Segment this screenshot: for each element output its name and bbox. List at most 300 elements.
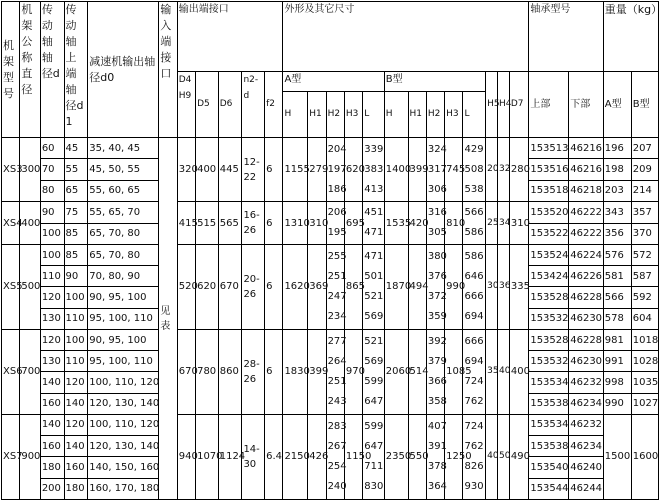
header-a-h1: H1: [308, 92, 326, 138]
b-l-cell-value: 586: [464, 250, 484, 262]
d6-cell: 565: [218, 202, 242, 245]
weight-a-cell: 581: [603, 266, 631, 287]
a-h2-cell-value: 243: [327, 395, 347, 407]
reducer-d0-cell: 45, 50, 55: [88, 159, 159, 180]
d4-cell: 940: [177, 414, 195, 499]
a-h1-cell: 369: [308, 245, 326, 330]
a-l-cell: [363, 138, 385, 202]
header-b-h3: H3: [445, 92, 463, 138]
f2-cell: 6: [265, 202, 283, 245]
shaft-d-cell: 140: [40, 414, 64, 435]
a-l-cell-value: 647: [364, 395, 384, 407]
b-l-cell-value: 508: [464, 163, 484, 175]
a-h3-cell: 865: [344, 245, 362, 330]
a-h2-cell: [326, 202, 347, 245]
bearing-lower-cell: 46240: [569, 457, 604, 478]
a-h3-cell: 620: [344, 138, 362, 202]
d7-cell: 490: [509, 414, 528, 499]
header-a-l: L: [363, 92, 385, 138]
header-a-h: H: [283, 92, 308, 138]
b-l-cell-value: 694: [464, 310, 484, 322]
reducer-d0-cell: 140, 150, 160: [88, 457, 159, 478]
a-h2-cell-value: 195: [327, 227, 347, 238]
b-l-cell-value: 538: [464, 183, 484, 195]
bearing-lower-cell: 46232: [569, 372, 604, 393]
h4-cell: 50: [497, 414, 509, 499]
b-l-cell-value: 762: [464, 440, 484, 452]
a-h2-cell-value: 197: [327, 163, 347, 175]
bearing-lower-cell: 46226: [569, 266, 604, 287]
shaft-d1-cell: 85: [64, 245, 88, 266]
bearing-lower-cell: 46230: [569, 351, 604, 372]
b-h2-cell: [426, 329, 447, 414]
weight-b-cell: 592: [631, 287, 658, 308]
bearing-upper-cell: 153528: [529, 287, 569, 308]
weight-b-cell: 587: [631, 266, 658, 287]
header-h4: H4: [497, 72, 509, 138]
bearing-lower-cell: 46218: [569, 180, 604, 201]
bearing-upper-cell: 153534: [529, 414, 569, 435]
shaft-d-cell: 140: [40, 372, 64, 393]
weight-a-cell: 196: [603, 138, 631, 159]
weight-a-cell: 1500: [603, 414, 631, 499]
d6-cell: 1124: [218, 414, 242, 499]
a-l-cell-value: 599: [364, 375, 384, 387]
table-row: [2, 138, 659, 159]
header-d5: D5: [196, 72, 219, 138]
weight-a-cell: 998: [603, 372, 631, 393]
reducer-d0-cell: 95, 100, 110: [88, 308, 159, 329]
reducer-d0-cell: 65, 70, 80: [88, 223, 159, 245]
bearing-upper-cell: 153540: [529, 457, 569, 478]
bearing-lower-cell: 46228: [569, 329, 604, 350]
a-l-cell: [363, 202, 385, 245]
a-h3-cell: 695: [344, 202, 362, 245]
shaft-d1-cell: 65: [64, 180, 88, 201]
shaft-d-cell: 120: [40, 287, 64, 308]
b-h1-cell: 550: [408, 414, 426, 499]
shaft-d1-cell: 75: [64, 202, 88, 224]
b-h2-cell-value: 316: [427, 207, 447, 218]
a-h-cell: 1620: [283, 245, 308, 330]
a-l-cell-value: 599: [364, 420, 384, 432]
bearing-upper-cell: 153518: [529, 180, 569, 201]
h4-cell: 40: [497, 329, 509, 414]
h5-cell: 25: [486, 202, 498, 245]
h4-cell: 32: [497, 138, 509, 202]
weight-a-cell: 203: [603, 180, 631, 201]
header-b-l: L: [463, 92, 486, 138]
header-b-h1: H1: [408, 92, 426, 138]
b-h2-cell-value: 379: [427, 355, 447, 367]
bearing-upper-cell: 153524: [529, 245, 569, 266]
h5-cell: 35: [486, 329, 498, 414]
bearing-lower-cell: 46230: [569, 308, 604, 329]
reducer-d0-cell: 100, 110, 120: [88, 414, 159, 435]
a-l-cell: [363, 329, 385, 414]
b-h1-cell: 399: [408, 138, 426, 202]
d4-cell: 670: [177, 329, 195, 414]
d4-cell: 415: [177, 202, 195, 245]
shaft-d1-cell: 120: [64, 372, 88, 393]
a-l-cell-value: 521: [364, 335, 384, 347]
h4-cell: 36: [497, 245, 509, 330]
bearing-lower-cell: 46244: [569, 478, 604, 499]
shaft-d-cell: 160: [40, 393, 64, 414]
a-h2-cell-value: 283: [327, 420, 347, 432]
f2-cell: 6: [265, 329, 283, 414]
shaft-d-cell: 130: [40, 351, 64, 372]
weight-a-cell: 981: [603, 329, 631, 350]
weight-a-cell: 576: [603, 245, 631, 266]
header-type-b: B型: [384, 72, 485, 92]
b-l-cell-value: 724: [464, 420, 484, 432]
bearing-lower-cell: 46228: [569, 287, 604, 308]
shaft-d-cell: 120: [40, 329, 64, 350]
model-cell: XS3: [2, 138, 20, 202]
weight-b-cell: 604: [631, 308, 658, 329]
reducer-d0-cell: 90, 95, 100: [88, 287, 159, 308]
b-l-cell-value: 762: [464, 395, 484, 407]
center-dist-cell: 400: [20, 202, 40, 245]
a-h2-cell-value: 264: [327, 355, 347, 367]
d5-cell: 780: [196, 329, 219, 414]
header-center-dist: 机架公称直径: [20, 2, 40, 138]
center-dist-cell: 300: [20, 138, 40, 202]
a-h2-cell-value: 204: [327, 143, 347, 155]
f2-cell: 6.4: [265, 414, 283, 499]
table-body: [2, 138, 659, 500]
center-dist-cell: 700: [20, 329, 40, 414]
bearing-lower-cell: 46222: [569, 223, 604, 245]
bearing-upper-cell: 153516: [529, 159, 569, 180]
header-n2d: n2-d: [242, 72, 265, 138]
header-f2: f2: [265, 72, 283, 138]
weight-b-cell: 370: [631, 223, 658, 245]
shaft-d-cell: 70: [40, 159, 64, 180]
shaft-d1-cell: 100: [64, 329, 88, 350]
header-upper: 上部: [529, 72, 569, 138]
a-h3-cell: 1150: [344, 414, 362, 499]
a-l-cell-value: 521: [364, 290, 384, 302]
shaft-d1-cell: 85: [64, 223, 88, 245]
b-l-cell-value: 694: [464, 355, 484, 367]
bearing-upper-cell: 153538: [529, 436, 569, 457]
b-h3-cell: 810: [445, 202, 463, 245]
b-h1-cell: 420: [408, 202, 426, 245]
d5-cell: 515: [196, 202, 219, 245]
table-row: [2, 202, 659, 224]
a-l-cell: [363, 245, 385, 330]
bearing-upper-cell: 153513: [529, 138, 569, 159]
reducer-d0-cell: 100, 110, 120: [88, 372, 159, 393]
shaft-d1-cell: 140: [64, 393, 88, 414]
shaft-d-cell: 60: [40, 138, 64, 159]
b-h-cell: 2060: [384, 329, 408, 414]
header-shaft-d: 传动轴轴径d: [40, 2, 64, 138]
weight-a-cell: 343: [603, 202, 631, 224]
b-h3-cell: 745: [445, 138, 463, 202]
a-h2-cell-value: 254: [327, 460, 347, 472]
reducer-d0-cell: 55, 60, 65: [88, 180, 159, 201]
a-l-cell-value: 711: [364, 460, 384, 472]
b-l-cell-value: 666: [464, 335, 484, 347]
d7-cell: 335: [509, 245, 528, 330]
b-h3-cell: 1250: [445, 414, 463, 499]
d6-cell: 445: [218, 138, 242, 202]
a-h1-cell: 279: [308, 138, 326, 202]
weight-a-cell: 990: [603, 393, 631, 414]
b-l-cell-value: 429: [464, 143, 484, 155]
b-h2-cell-value: 324: [427, 143, 447, 155]
bearing-lower-cell: 46216: [569, 159, 604, 180]
bearing-upper-cell: 153522: [529, 223, 569, 245]
a-h-cell: 1830: [283, 329, 308, 414]
a-l-cell-value: 339: [364, 143, 384, 155]
bearing-upper-cell: 153528: [529, 329, 569, 350]
shaft-d-cell: 100: [40, 245, 64, 266]
b-h3-cell: 1085: [445, 329, 463, 414]
shaft-d-cell: 200: [40, 478, 64, 499]
header-bearing: 轴承型号: [529, 2, 603, 72]
b-l-cell: [463, 414, 486, 499]
b-l-cell: [463, 329, 486, 414]
reducer-d0-cell: 120, 130, 140: [88, 436, 159, 457]
bearing-upper-cell: 153532: [529, 351, 569, 372]
b-h2-cell-value: 364: [427, 480, 447, 492]
d7-cell: 400: [509, 329, 528, 414]
weight-b-cell: 572: [631, 245, 658, 266]
bearing-upper-cell: 153534: [529, 372, 569, 393]
header-weight: 重量（kg）: [603, 2, 658, 72]
a-h2-cell-value: 206: [327, 207, 347, 218]
a-l-cell-value: 471: [364, 250, 384, 262]
a-h1-cell: 426: [308, 414, 326, 499]
model-cell: XS5: [2, 245, 20, 330]
a-h2-cell: [326, 245, 347, 330]
b-l-cell-value: 826: [464, 460, 484, 472]
n2d-cell: 28-26: [242, 329, 265, 414]
weight-a-cell: 356: [603, 223, 631, 245]
b-h2-cell: [426, 138, 447, 202]
shaft-d-cell: 110: [40, 266, 64, 287]
b-h2-cell-value: 372: [427, 290, 447, 302]
weight-b-cell: 1027: [631, 393, 658, 414]
b-l-cell-value: 586: [464, 227, 484, 238]
a-l-cell-value: 383: [364, 163, 384, 175]
a-l-cell: [363, 414, 385, 499]
a-l-cell-value: 501: [364, 270, 384, 282]
n2d-cell: 16-26: [242, 202, 265, 245]
center-dist-cell: 500: [20, 245, 40, 330]
f2-cell: 6: [265, 245, 283, 330]
bearing-lower-cell: 46222: [569, 202, 604, 224]
d4-cell: 520: [177, 245, 195, 330]
b-l-cell: [463, 202, 486, 245]
d5-cell: 400: [196, 138, 219, 202]
header-output-port: 输出端接口: [177, 2, 283, 72]
bearing-lower-cell: 46234: [569, 393, 604, 414]
b-h-cell: 2350: [384, 414, 408, 499]
bearing-upper-cell: 153424: [529, 266, 569, 287]
shaft-d1-cell: 180: [64, 478, 88, 499]
b-h-cell: 1535: [384, 202, 408, 245]
b-h2-cell-value: 306: [427, 183, 447, 195]
bearing-lower-cell: 46224: [569, 245, 604, 266]
d7-cell: 310: [509, 202, 528, 245]
header-model: 机架型号: [2, 2, 20, 138]
reducer-frame-spec-table: [1, 1, 662, 500]
reducer-d0-cell: 120, 130, 140: [88, 393, 159, 414]
header-lower: 下部: [569, 72, 604, 138]
n2d-cell: 20-26: [242, 245, 265, 330]
h5-cell: 40: [486, 414, 498, 499]
b-h-cell: 1400: [384, 138, 408, 202]
n2d-cell: 14-30: [242, 414, 265, 499]
d5-cell: 1070: [196, 414, 219, 499]
shaft-d-cell: 100: [40, 223, 64, 245]
shaft-d-cell: 90: [40, 202, 64, 224]
n2d-cell: 12-22: [242, 138, 265, 202]
shaft-d1-cell: 110: [64, 351, 88, 372]
a-h1-cell: 399: [308, 329, 326, 414]
a-h2-cell: [326, 414, 347, 499]
table-row: [2, 329, 659, 350]
header-b-h2: H2: [426, 92, 444, 138]
reducer-d0-cell: 90, 95, 100: [88, 329, 159, 350]
shaft-d1-cell: 160: [64, 457, 88, 478]
b-h2-cell-value: 380: [427, 250, 447, 262]
b-l-cell-value: 566: [464, 207, 484, 218]
d6-cell: 670: [218, 245, 242, 330]
b-h2-cell-value: 366: [427, 375, 447, 387]
a-h2-cell-value: 267: [327, 440, 347, 452]
reducer-d0-cell: 35, 40, 45: [88, 138, 159, 159]
h4-cell: 34: [497, 202, 509, 245]
b-h2-cell: [426, 202, 447, 245]
header-h5: H5: [486, 72, 498, 138]
shaft-d1-cell: 100: [64, 287, 88, 308]
a-h2-cell-value: 255: [327, 250, 347, 262]
b-l-cell-value: 646: [464, 270, 484, 282]
b-h2-cell-value: 376: [427, 270, 447, 282]
b-h2-cell: [426, 414, 447, 499]
b-h2-cell-value: 359: [427, 310, 447, 322]
header-a-h2: H2: [326, 92, 344, 138]
shaft-d1-cell: 90: [64, 266, 88, 287]
b-l-cell-value: 930: [464, 480, 484, 492]
shaft-d-cell: 130: [40, 308, 64, 329]
model-cell: XS4: [2, 202, 20, 245]
a-l-cell-value: 569: [364, 355, 384, 367]
b-l-cell-value: 666: [464, 290, 484, 302]
a-l-cell-value: 569: [364, 310, 384, 322]
shaft-d1-cell: 120: [64, 414, 88, 435]
shaft-d1-cell: 110: [64, 308, 88, 329]
weight-a-cell: 198: [603, 159, 631, 180]
weight-a-cell: 991: [603, 351, 631, 372]
h5-cell: 20: [486, 138, 498, 202]
header-a-h3: H3: [344, 92, 362, 138]
d7-cell: 280: [509, 138, 528, 202]
weight-b-cell: 1018: [631, 329, 658, 350]
shaft-d-cell: 160: [40, 436, 64, 457]
a-h2-cell-value: 186: [327, 183, 347, 195]
a-h2-cell: [326, 138, 347, 202]
a-l-cell-value: 830: [364, 480, 384, 492]
weight-b-cell: 207: [631, 138, 658, 159]
header-reducer-d0: 减速机输出轴径d0: [88, 2, 159, 138]
a-h2-cell-value: 247: [327, 290, 347, 302]
weight-a-cell: 578: [603, 308, 631, 329]
a-h2-cell-value: 277: [327, 335, 347, 347]
table-row: [2, 414, 659, 435]
a-l-cell-value: 647: [364, 440, 384, 452]
b-h2-cell-value: 358: [427, 395, 447, 407]
model-cell: XS7: [2, 414, 20, 499]
shaft-d-cell: 180: [40, 457, 64, 478]
bearing-upper-cell: 153544: [529, 478, 569, 499]
a-l-cell-value: 471: [364, 227, 384, 238]
b-h2-cell-value: 317: [427, 163, 447, 175]
header-input-port: 输入端接口: [159, 2, 177, 138]
a-h2-cell: [326, 329, 347, 414]
b-h3-cell: 990: [445, 245, 463, 330]
header-d7: D7: [509, 72, 528, 138]
a-h2-cell-value: 251: [327, 375, 347, 387]
input-port-note: 见表: [159, 138, 177, 500]
b-h2-cell-value: 392: [427, 335, 447, 347]
reducer-d0-cell: 95, 100, 110: [88, 351, 159, 372]
header-weight-a: A型: [603, 72, 631, 138]
weight-b-cell: 1035: [631, 372, 658, 393]
b-h1-cell: 494: [408, 245, 426, 330]
reducer-d0-cell: 70, 80, 90: [88, 266, 159, 287]
f2-cell: 6: [265, 138, 283, 202]
header-b-h: H: [384, 92, 408, 138]
a-l-cell-value: 413: [364, 183, 384, 195]
reducer-d0-cell: 160, 170, 180: [88, 478, 159, 499]
weight-a-cell: 566: [603, 287, 631, 308]
weight-b-cell: 1600: [631, 414, 658, 499]
a-h-cell: 2150: [283, 414, 308, 499]
bearing-lower-cell: 46232: [569, 414, 604, 435]
b-h2-cell-value: 378: [427, 460, 447, 472]
header-outline: 外形及其它尺寸: [283, 2, 529, 72]
weight-b-cell: 214: [631, 180, 658, 201]
table-row: [2, 245, 659, 266]
b-h2-cell-value: 407: [427, 420, 447, 432]
a-h2-cell-value: 234: [327, 310, 347, 322]
b-h2-cell-value: 391: [427, 440, 447, 452]
a-h-cell: 1310: [283, 202, 308, 245]
bearing-lower-cell: 46216: [569, 138, 604, 159]
a-h2-cell-value: 251: [327, 270, 347, 282]
shaft-d1-cell: 45: [64, 138, 88, 159]
weight-b-cell: 357: [631, 202, 658, 224]
d4-cell: 320: [177, 138, 195, 202]
a-h3-cell: 970: [344, 329, 362, 414]
h5-cell: 30: [486, 245, 498, 330]
weight-b-cell: 1028: [631, 351, 658, 372]
bearing-lower-cell: 46234: [569, 436, 604, 457]
shaft-d-cell: 80: [40, 180, 64, 201]
bearing-upper-cell: 153520: [529, 202, 569, 224]
b-h2-cell: [426, 245, 447, 330]
header-shaft-d1: 传动轴上端轴径d1: [64, 2, 88, 138]
reducer-d0-cell: 55, 65, 70: [88, 202, 159, 224]
b-h1-cell: 514: [408, 329, 426, 414]
